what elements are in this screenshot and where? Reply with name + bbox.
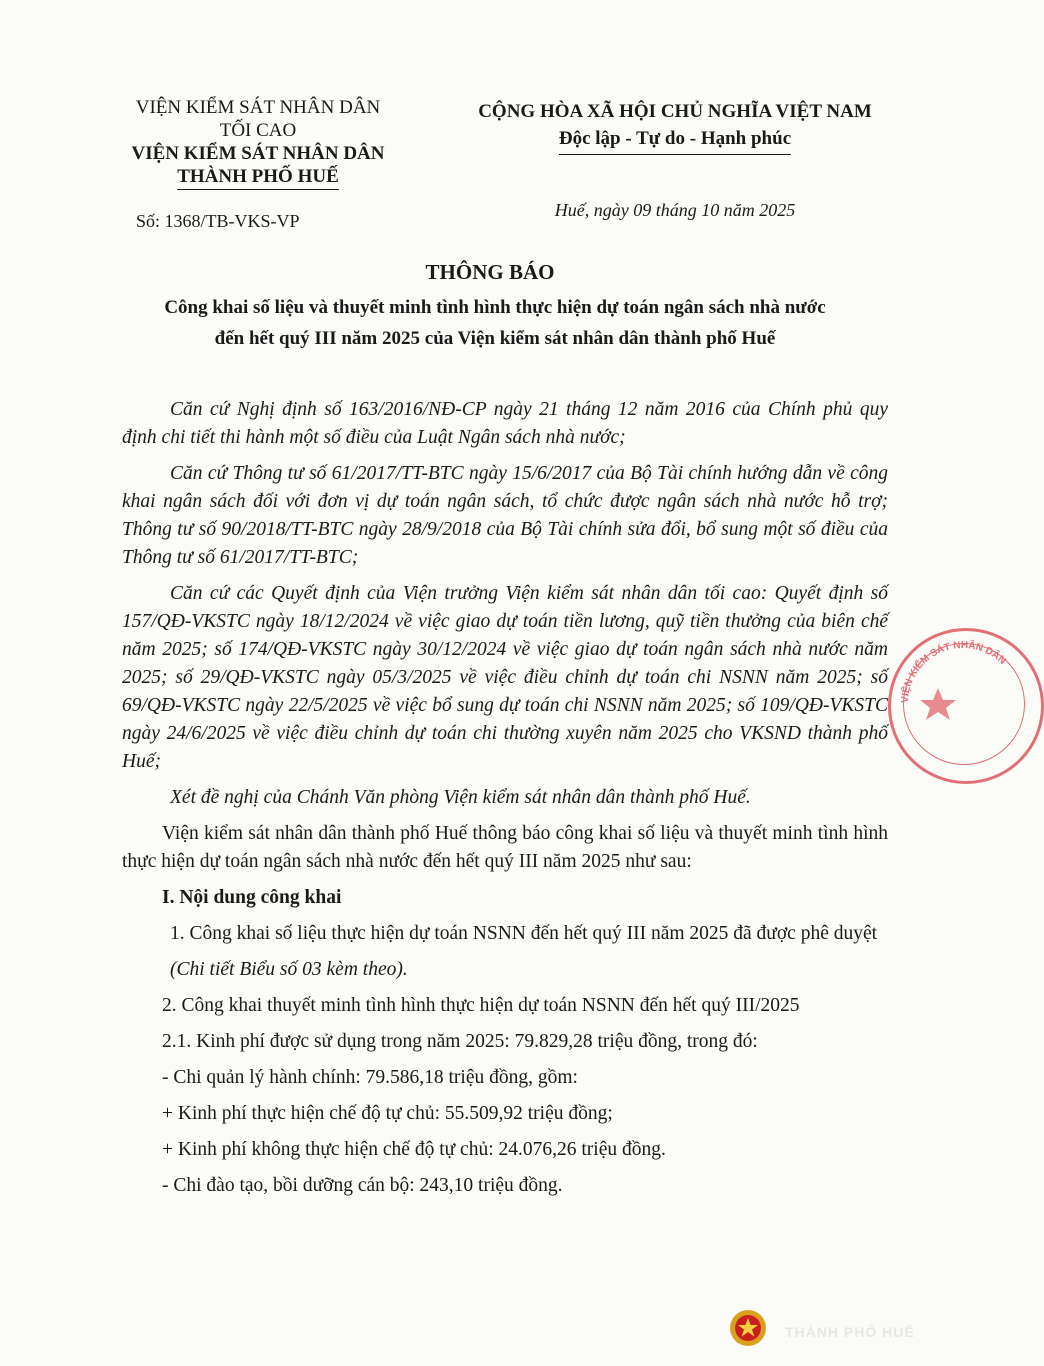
document-subtitle xyxy=(100,292,890,354)
country-name: CỘNG HÒA XÃ HỘI CHỦ NGHĨA VIỆT NAM xyxy=(478,101,872,122)
paragraph-legal-basis-1: Căn cứ Nghị định số 163/2016/NĐ-CP ngày 21 tháng 12 năm 2016 của Chính phủ quy định chi tiết thi hành một số điều của Luật Ngân sách nhà nước; xyxy=(122,399,888,448)
document-number: Số: 1368/TB-VKS-VP xyxy=(136,211,300,231)
paragraph-legal-basis-2: Căn cứ Thông tư số 61/2017/TT-BTC ngày 15/6/2017 của Bộ Tài chính hướng dẫn về công khai ngân sách đối với đơn vị dự toán ngân sách, tổ chức được ngân sách nhà nước hỗ trợ; Thông tư số 90/2018/TT-BTC ngày 28/9/2018 của Bộ Tài chính sửa đổi, bổ sung một số điều của Thông tư số 61/2017/TT-BTC; xyxy=(122,463,888,568)
paragraph-announcement: Viện kiểm sát nhân dân thành phố Huế thông báo công khai số liệu và thuyết minh tình hình thực hiện dự toán ngân sách nhà nước đến hết quý III năm 2025 như sau: xyxy=(122,823,888,872)
paragraph-non-autonomy-fund: + Kinh phí không thực hiện chế độ tự chủ: 24.076,26 triệu đồng. xyxy=(162,1139,666,1160)
paragraph-item-2: 2. Công khai thuyết minh tình hình thực hiện dự toán NSNN đến hết quý III/2025 xyxy=(162,995,800,1016)
paragraph-legal-basis-3: Căn cứ các Quyết định của Viện trưởng Viện kiểm sát nhân dân tối cao: Quyết định số 157/QĐ-VKSTC ngày 18/12/2024 về việc giao dự toán tiền lương, quỹ tiền thưởng của biên chế năm 2025; số 174/QĐ-VKSTC ngày 30/12/2024 về việc giao dự toán ngân sách nhà nước năm 2025; số 29/QĐ-VKSTC ngày 05/3/2025 về việc điều chỉnh dự toán chi NSNN năm 2025; số 69/QĐ-VKSTC ngày 22/5/2025 về việc bổ sung dự toán chi NSNN năm 2025; số 109/QĐ-VKSTC ngày 24/6/2025 về việc điều chỉnh dự toán chi thường xuyên năm 2025 cho VKSND thành phố Huế; xyxy=(122,583,888,772)
paragraph-autonomy-fund: + Kinh phí thực hiện chế độ tự chủ: 55.509,92 triệu đồng; xyxy=(162,1103,613,1124)
paragraph-item-2-1: 2.1. Kinh phí được sử dụng trong năm 2025: 79.829,28 triệu đồng, trong đó: xyxy=(162,1031,758,1052)
document-body xyxy=(122,396,888,1208)
paragraph-training-expense: - Chi đào tạo, bồi dưỡng cán bộ: 243,10 triệu đồng. xyxy=(162,1175,563,1196)
seal-text: VIỆN KIỂM SÁT NHÂN DÂN xyxy=(899,639,1008,704)
svg-text:VIỆN KIỂM SÁT NHÂN DÂN xyxy=(899,638,1008,703)
footer-watermark: THÀNH PHỐ HUẾ xyxy=(785,1324,915,1340)
agency-line-3: VIỆN KIỂM SÁT NHÂN DÂN xyxy=(131,143,385,164)
agency-line-2: TỐI CAO xyxy=(219,120,297,141)
paragraph-proposal: Xét đề nghị của Chánh Văn phòng Viện kiểm sát nhân dân thành phố Huế. xyxy=(170,787,751,808)
agency-line-1: VIỆN KIỂM SÁT NHÂN DÂN xyxy=(135,97,381,118)
national-emblem-icon xyxy=(728,1308,768,1348)
official-seal xyxy=(888,628,1044,784)
document-title: THÔNG BÁO xyxy=(425,260,555,284)
issue-date: Huế, ngày 09 tháng 10 năm 2025 xyxy=(554,200,796,220)
national-motto: Độc lập - Tự do - Hạnh phúc xyxy=(559,125,791,155)
subtitle-line-1: Công khai số liệu và thuyết minh tình hình thực hiện dự toán ngân sách nhà nước xyxy=(164,297,826,318)
seal-text-svg xyxy=(888,628,1038,778)
paragraph-item-1: 1. Công khai số liệu thực hiện dự toán NSNN đến hết quý III năm 2025 đã được phê duyệt xyxy=(170,923,878,944)
paragraph-admin-expense: - Chi quản lý hành chính: 79.586,18 triệu đồng, gồm: xyxy=(162,1067,578,1088)
agency-header xyxy=(108,96,408,233)
agency-line-4: THÀNH PHỐ HUẾ xyxy=(177,165,339,190)
subtitle-line-2: đến hết quý III năm 2025 của Viện kiểm sát nhân dân thành phố Huế xyxy=(214,328,776,349)
national-header xyxy=(450,98,900,224)
section-heading-1: I. Nội dung công khai xyxy=(162,887,342,908)
paragraph-attachment-note: (Chi tiết Biểu số 03 kèm theo). xyxy=(170,959,408,980)
